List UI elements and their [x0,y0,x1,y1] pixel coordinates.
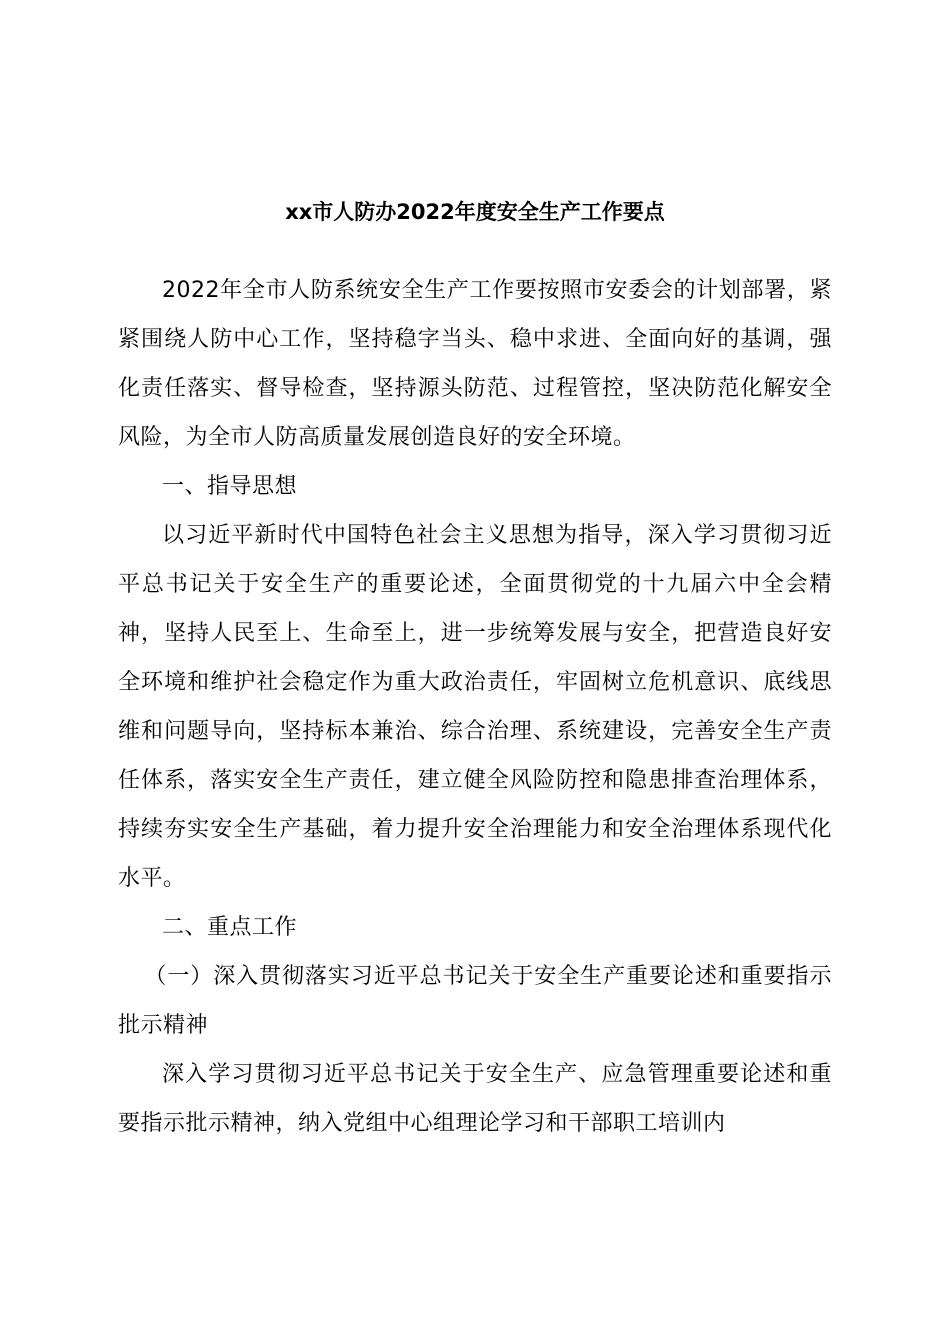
subsection-heading-1: （一）深入贯彻落实习近平总书记关于安全生产重要论述和重要指示批示精神 [118,964,832,1038]
document-page [118,0,832,1344]
subsection-1-paragraph: 深入学习贯彻习近平总书记关于安全生产、应急管理重要论述和重要指示批示精神，纳入党组中心组理论学习和干部职工培训内 [118,1062,832,1136]
section-heading-guiding-ideology: 一、指导思想 [162,474,298,499]
document-body [118,266,832,1148]
intro-paragraph: 2022年全市人防系统安全生产工作要按照市安委会的计划部署，紧紧围绕人防中心工作，坚持稳字当头、稳中求进、全面向好的基调，强化责任落实、督导检查，坚持源头防范、过程管控，坚决防范化解安全风险，为全市人防高质量发展创造良好的安全环境。 [118,278,832,450]
document-title: xx市人防办2022年度安全生产工作要点 [285,200,665,224]
guiding-ideology-paragraph: 以习近平新时代中国特色社会主义思想为指导，深入学习贯彻习近平总书记关于安全生产的重要论述，全面贯彻党的十九届六中全会精神，坚持人民至上、生命至上，进一步统筹发展与安全，把营造良好安全环境和维护社会稳定作为重大政治责任，牢固树立危机意识、底线思维和问题导向，坚持标本兼治、综合治理、系统建设，完善安全生产责任体系，落实安全生产责任，建立健全风险防控和隐患排查治理体系，持续夯实安全生产基础，着力提升安全治理能力和安全治理体系现代化水平。 [118,523,832,891]
section-heading-key-work: 二、重点工作 [162,915,298,940]
